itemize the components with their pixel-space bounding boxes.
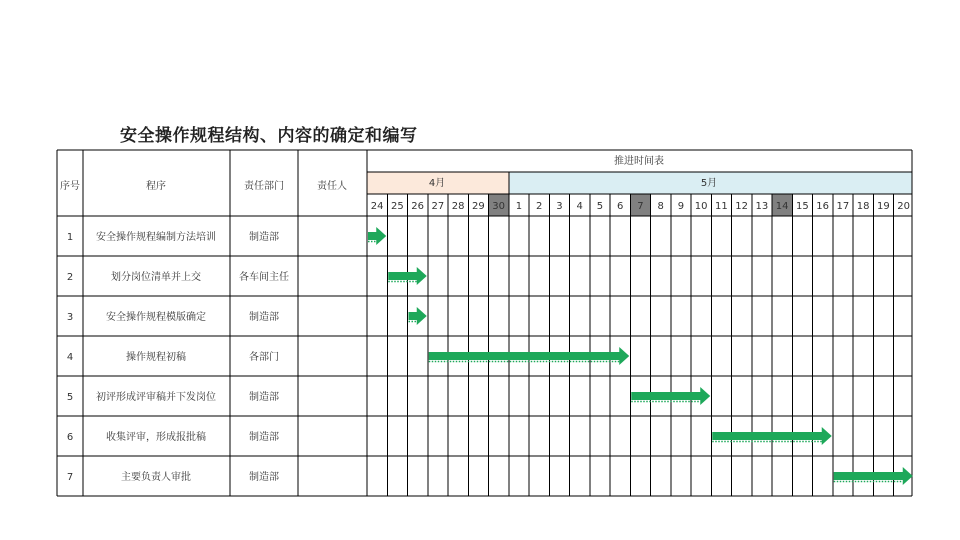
day-label: 11 [715,201,728,212]
row-seq: 5 [66,392,74,403]
day-label: 30 [492,201,505,212]
day-label: 15 [796,201,809,212]
row-procedure: 划分岗位清单并上交 [111,272,201,283]
day-label: 20 [897,201,910,212]
month-header-fills [367,172,912,194]
day-label: 2 [535,201,543,212]
day-label: 10 [694,201,708,212]
day-label: 1 [515,201,523,212]
day-label: 5 [596,201,604,212]
day-label: 19 [877,201,890,212]
day-label: 29 [472,201,485,212]
day-label: 12 [735,201,748,212]
header-schedule: 推进时间表 [614,156,664,167]
day-label: 8 [657,201,664,212]
day-label: 16 [816,201,829,212]
day-labels [371,201,910,212]
month-may-label: 5月 [700,178,718,189]
row-department: 制造部 [249,312,279,323]
day-label: 26 [411,201,424,212]
row-procedure: 安全操作规程编制方法培训 [96,232,216,243]
day-label: 6 [616,201,624,212]
row-department: 各部门 [249,352,279,363]
day-label: 18 [856,201,870,212]
row-seq: 1 [66,232,74,243]
header-procedure: 程序 [146,181,166,192]
row-procedure: 操作规程初稿 [126,352,186,363]
row-seq: 7 [66,472,74,483]
row-seq: 2 [66,272,74,283]
day-label: 14 [775,201,789,212]
day-label: 3 [556,201,563,212]
day-label: 7 [637,201,644,212]
row-procedure: 收集评审，形成报批稿 [106,432,206,443]
row-procedure: 初评形成评审稿并下发岗位 [96,392,216,403]
row-department: 制造部 [249,232,279,243]
day-label: 17 [836,201,850,212]
day-label: 13 [755,201,769,212]
day-label: 4 [576,201,583,212]
gantt-bars [368,227,913,485]
row-department: 制造部 [249,432,279,443]
day-label: 27 [431,201,445,212]
page-title: 安全操作规程结构、内容的确定和编写 [120,126,418,146]
day-label: 24 [370,201,384,212]
row-labels [67,230,289,483]
row-department: 制造部 [249,472,279,483]
day-label: 9 [677,201,685,212]
row-procedure: 主要负责人审批 [121,472,191,483]
day-label: 25 [391,201,404,212]
row-department: 各车间主任 [239,272,289,283]
row-seq: 6 [66,432,74,443]
header-person: 责任人 [317,181,347,192]
header-department: 责任部门 [244,181,284,192]
row-seq: 3 [66,312,74,323]
row-seq: 4 [66,352,74,363]
gantt-bar [409,307,427,325]
day-label: 28 [451,201,465,212]
row-procedure: 安全操作规程模版确定 [106,312,206,323]
header-seq: 序号 [60,181,80,192]
row-department: 制造部 [249,392,279,403]
month-april-label: 4月 [428,178,446,189]
gantt-bar [368,227,386,245]
